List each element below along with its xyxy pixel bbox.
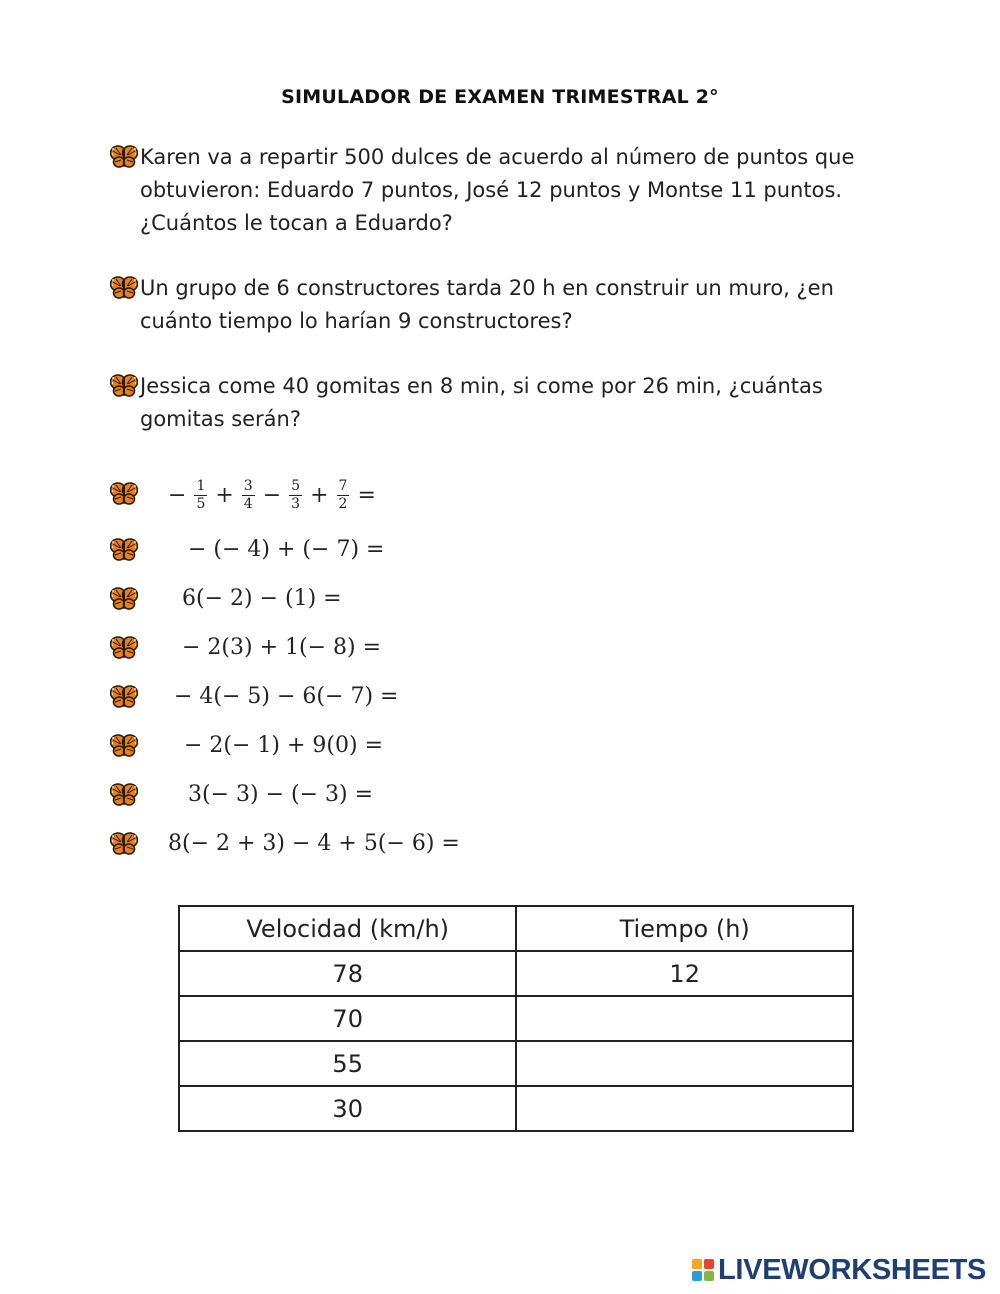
butterfly-icon bbox=[110, 374, 138, 398]
exercise-row-6 bbox=[110, 775, 710, 815]
exercise-expression: − 4(− 5) − 6(− 7) = bbox=[174, 684, 399, 709]
time-cell[interactable]: 12 bbox=[516, 951, 853, 996]
exercise-expression: 8(− 2 + 3) − 4 + 5(− 6) = bbox=[168, 831, 460, 856]
problem-text: Karen va a repartir 500 dulces de acuerdo al número de puntos que obtuvieron: Eduardo 7 puntos, José 12 puntos y Montse 11 puntos. ¿Cuántos le tocan a Eduardo? bbox=[140, 145, 855, 235]
velocity-cell: 55 bbox=[179, 1041, 516, 1086]
exercise-row-3 bbox=[110, 628, 710, 668]
butterfly-icon bbox=[110, 482, 138, 506]
word-problem-3 bbox=[110, 370, 870, 436]
problem-text: Jessica come 40 gomitas en 8 min, si come por 26 min, ¿cuántas gomitas serán? bbox=[140, 374, 823, 431]
fraction bbox=[287, 478, 304, 513]
fraction-exercise bbox=[110, 470, 710, 520]
exercise-row-4 bbox=[110, 677, 710, 717]
butterfly-icon bbox=[110, 832, 138, 856]
exercise-row-7 bbox=[110, 824, 710, 864]
denominator: 3 bbox=[291, 495, 301, 512]
exercise-expression: − 2(3) + 1(− 8) = bbox=[182, 635, 382, 660]
exercise-expression: 6(− 2) − (1) = bbox=[182, 586, 342, 611]
velocity-cell: 70 bbox=[179, 996, 516, 1041]
liveworksheets-logo[interactable] bbox=[692, 1252, 986, 1288]
table-row bbox=[179, 996, 853, 1041]
denominator: 2 bbox=[338, 495, 348, 512]
word-problem-1 bbox=[110, 141, 870, 240]
butterfly-icon bbox=[110, 734, 138, 758]
numerator: 7 bbox=[338, 477, 348, 494]
table-row bbox=[179, 1086, 853, 1131]
time-cell[interactable] bbox=[516, 1086, 853, 1131]
exercise-row-5 bbox=[110, 726, 710, 766]
time-cell[interactable] bbox=[516, 1041, 853, 1086]
page-title: SIMULADOR DE EXAMEN TRIMESTRAL 2° bbox=[281, 86, 719, 108]
numerator: 1 bbox=[196, 477, 206, 494]
denominator: 4 bbox=[243, 495, 253, 512]
butterfly-icon bbox=[110, 587, 138, 611]
table-row bbox=[179, 951, 853, 996]
term-sign: − bbox=[262, 482, 282, 508]
term-sign: + bbox=[310, 482, 329, 508]
butterfly-icon bbox=[110, 636, 138, 660]
butterfly-icon bbox=[110, 276, 138, 300]
velocity-cell: 78 bbox=[179, 951, 516, 996]
equals-sign: = bbox=[357, 482, 376, 508]
header-time: Tiempo (h) bbox=[516, 906, 853, 951]
butterfly-icon bbox=[110, 685, 138, 709]
fraction bbox=[240, 478, 257, 513]
logo-mark-icon bbox=[692, 1259, 714, 1281]
term-sign: − bbox=[168, 482, 187, 508]
butterfly-icon bbox=[110, 145, 138, 169]
exercise-row-1 bbox=[110, 530, 710, 570]
table-row bbox=[179, 1041, 853, 1086]
table-header-row bbox=[179, 906, 853, 951]
butterfly-icon bbox=[110, 783, 138, 807]
problem-text: Un grupo de 6 constructores tarda 20 h en construir un muro, ¿en cuánto tiempo lo harían 9 constructores? bbox=[140, 276, 834, 333]
time-cell[interactable] bbox=[516, 996, 853, 1041]
exercise-expression: − (− 4) + (− 7) = bbox=[188, 537, 385, 562]
butterfly-icon bbox=[110, 538, 138, 562]
exercise-expression: − 2(− 1) + 9(0) = bbox=[184, 733, 384, 758]
fraction bbox=[335, 478, 352, 513]
logo-text: LIVEWORKSHEETS bbox=[718, 1253, 987, 1286]
exercise-expression: 3(− 3) − (− 3) = bbox=[188, 782, 374, 807]
header-velocity: Velocidad (km/h) bbox=[179, 906, 516, 951]
word-problem-2 bbox=[110, 272, 870, 338]
denominator: 5 bbox=[196, 495, 206, 512]
numerator: 5 bbox=[291, 477, 301, 494]
velocity-time-table bbox=[178, 905, 854, 1132]
fraction bbox=[192, 478, 209, 513]
numerator: 3 bbox=[243, 477, 253, 494]
velocity-cell: 30 bbox=[179, 1086, 516, 1131]
exercise-row-2 bbox=[110, 579, 710, 619]
term-sign: + bbox=[215, 482, 234, 508]
